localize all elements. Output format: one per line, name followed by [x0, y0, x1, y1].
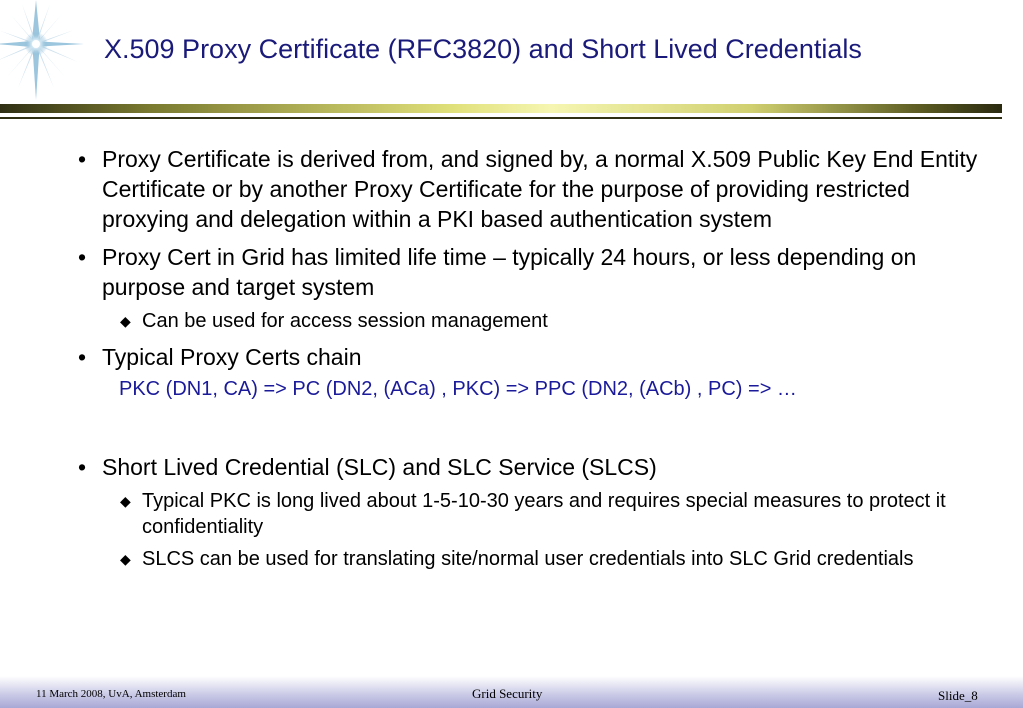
bullet-proxy-certificate: [76, 144, 996, 234]
slide-title: X.509 Proxy Certificate (RFC3820) and Short Lived Credentials: [104, 34, 862, 64]
slide-number: Slide_8: [938, 688, 978, 703]
bullet-short-lived-credential: [76, 452, 996, 482]
sub-bullet-slcs-translation: [76, 546, 996, 572]
sub-bullet-text: SLCS can be used for translating site/normal user credentials into SLC Grid credentials: [142, 548, 914, 570]
title-divider-bar: [0, 104, 1002, 113]
bullet-dot-icon: •: [78, 244, 87, 270]
sub-bullet-text: Can be used for access session management: [142, 310, 548, 332]
proxy-chain-formula: PKC (DN1, CA) => PC (DN2, (ACa) , PKC) => PPC (DN2, (ACb) , PC) => …: [119, 378, 797, 400]
bullet-text: Typical Proxy Certs chain: [102, 344, 362, 370]
bullet-text: Proxy Certificate is derived from, and signed by, a normal X.509 Public Key End Entity Certificate or by another Proxy Certificate for the purpose of providing restricted proxying and delegation within a PKI based authentication system: [102, 146, 978, 232]
star-burst-icon: [0, 0, 88, 100]
diamond-bullet-icon: ◆: [120, 493, 131, 509]
title-divider-line: [0, 117, 1002, 119]
sub-bullet-session-management: [76, 308, 996, 334]
bullet-dot-icon: •: [78, 344, 87, 370]
bullet-text: Proxy Cert in Grid has limited life time – typically 24 hours, or less depending on purpose and target system: [102, 244, 917, 300]
diamond-bullet-icon: ◆: [120, 313, 131, 329]
sub-bullet-pkc-long-lived: [76, 488, 996, 540]
bullet-proxy-certs-chain: [76, 342, 996, 372]
bullet-dot-icon: •: [78, 454, 87, 480]
bullet-dot-icon: •: [78, 146, 87, 172]
footer-title: Grid Security: [472, 686, 543, 701]
diamond-bullet-icon: ◆: [120, 551, 131, 567]
bullet-proxy-cert-lifetime: [76, 242, 996, 302]
slide-content: [76, 144, 996, 580]
sub-bullet-text: Typical PKC is long lived about 1-5-10-30 years and requires special measures to protect it confidentiality: [142, 490, 946, 538]
footer-date: 11 March 2008, UvA, Amsterdam: [36, 688, 186, 700]
bullet-text: Short Lived Credential (SLC) and SLC Service (SLCS): [102, 454, 657, 480]
